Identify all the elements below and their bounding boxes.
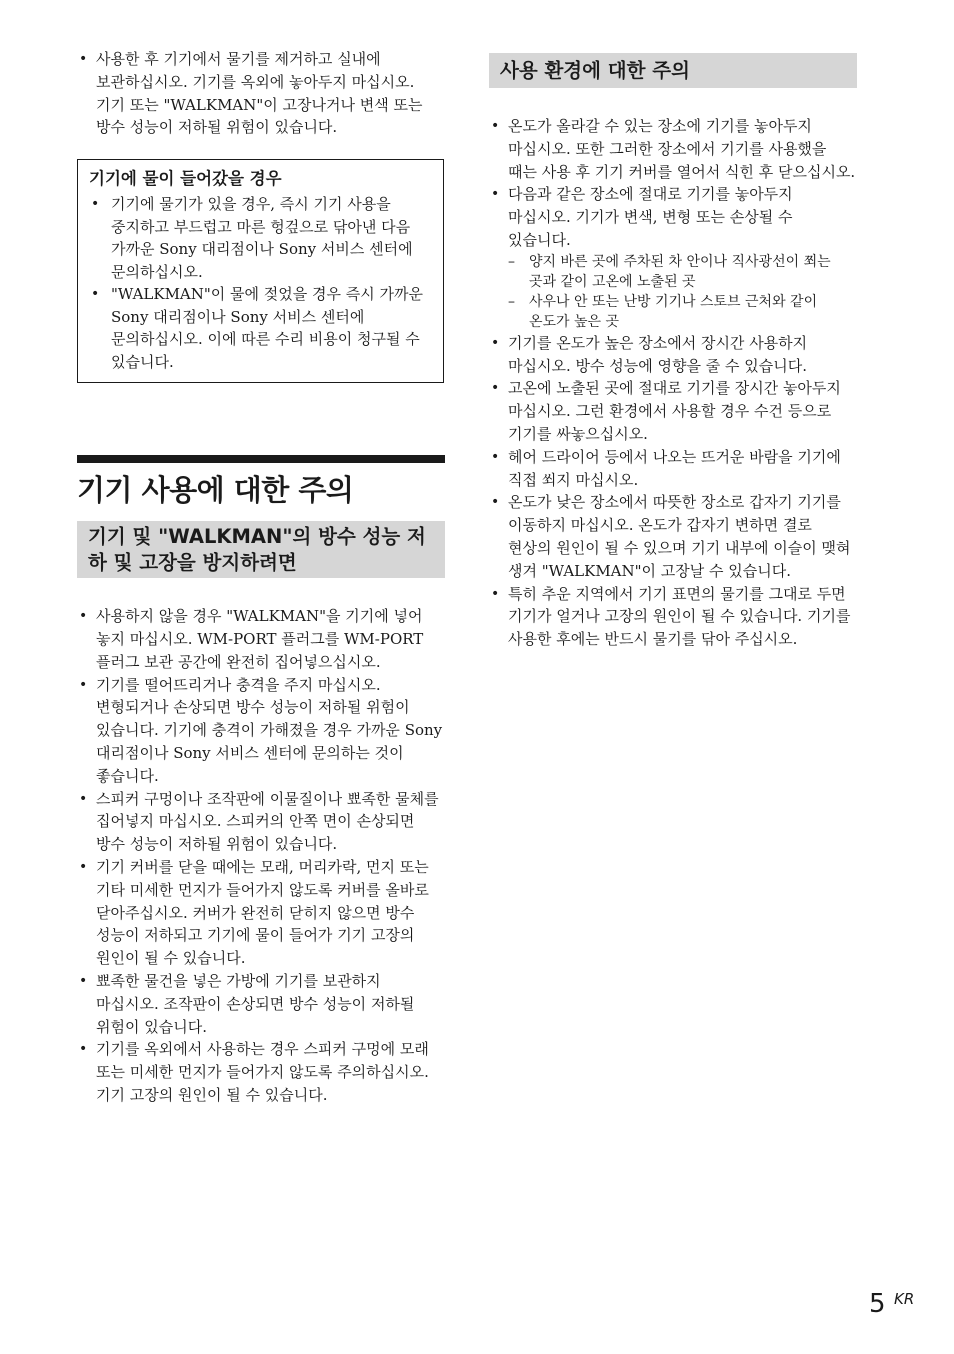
- list-item: • 온도가 올라갈 수 있는 장소에 기기를 놓아두지 마십시오. 또한 그러한 장소에서 기기를 사용했을 때는 사용 후 기기 커버를 열어서 식힌 후 닫으십시오.: [489, 115, 857, 183]
- water-warning-box: [77, 159, 444, 383]
- sub-list-item: – 사우나 안 또는 난방 기기나 스토브 근처와 같이 온도가 높은 곳: [489, 292, 857, 332]
- usage-bullet-list: [77, 605, 445, 1107]
- list-item: • 기기를 온도가 높은 장소에서 장시간 사용하지 마십시오. 방수 성능에 영향을 줄 수 있습니다.: [489, 332, 857, 378]
- page-number: 5: [869, 1289, 886, 1319]
- list-item: • 사용한 후 기기에서 물기를 제거하고 실내에 보관하십시오. 기기를 옥외에 놓아두지 마십시오. 기기 또는 "WALKMAN"이 고장나거나 변색 또는 방수 성능이 저하될 위험이 있습니다.: [77, 48, 445, 139]
- list-item: • 기기에 물기가 있을 경우, 즉시 기기 사용을 중지하고 부드럽고 마른 헝겊으로 닦아낸 다음 가까운 Sony 대리점이나 Sony 서비스 센터에 문의하십시오.: [89, 193, 433, 283]
- list-item: • "WALKMAN"이 물에 젖었을 경우 즉시 가까운 Sony 대리점이나 Sony 서비스 센터에 문의하십시오. 이에 따른 수리 비용이 청구될 수 있습니다.: [89, 283, 433, 373]
- list-item: • 특히 추운 지역에서 기기 표면의 물기를 그대로 두면 기기가 얼거나 고장의 원인이 될 수 있습니다. 기기를 사용한 후에는 반드시 물기를 닦아 주십시오.: [489, 583, 857, 651]
- list-item: • 기기 커버를 닫을 때에는 모래, 머리카락, 먼지 또는 기타 미세한 먼지가 들어가지 않도록 커버를 올바로 닫아주십시오. 커버가 완전히 닫히지 않으면 방수 성능이 저하되고 기기에 물이 들어가 기기 고장의 원인이 될 수 있습니다.: [77, 856, 445, 970]
- environment-section-heading: 사용 환경에 대한 주의: [489, 53, 857, 88]
- list-item: • 헤어 드라이어 등에서 나오는 뜨거운 바람을 기기에 직접 쐬지 마십시오.: [489, 446, 857, 492]
- page-language-code: KR: [894, 1290, 915, 1308]
- intro-bullet-list: [77, 48, 445, 139]
- list-item: • 뾰족한 물건을 넣은 가방에 기기를 보관하지 마십시오. 조작판이 손상되면 방수 성능이 저하될 위험이 있습니다.: [77, 970, 445, 1038]
- warning-bullet-list: [89, 193, 433, 373]
- sub-list: [489, 252, 857, 332]
- list-item: • 기기를 떨어뜨리거나 충격을 주지 마십시오. 변형되거나 손상되면 방수 성능이 저하될 위험이 있습니다. 기기에 충격이 가해졌을 경우 가까운 Sony 대리점이나 Sony 서비스 센터에 문의하는 것이 좋습니다.: [77, 674, 445, 788]
- right-column: [489, 53, 857, 651]
- sub-list-item: – 양지 바른 곳에 주차된 차 안이나 직사광선이 쬐는 곳과 같이 고온에 노출된 곳: [489, 252, 857, 292]
- subsection-heading: 기기 및 "WALKMAN"의 방수 성능 저하 및 고장을 방지하려면: [77, 521, 445, 578]
- warning-box-title: 기기에 물이 들어갔을 경우: [89, 169, 282, 189]
- list-item: • 사용하지 않을 경우 "WALKMAN"을 기기에 넣어 놓지 마십시오. WM-PORT 플러그를 WM-PORT 플러그 보관 공간에 완전히 집어넣으십시오.: [77, 605, 445, 673]
- section-title: 기기 사용에 대한 주의: [77, 473, 354, 508]
- left-column: [77, 48, 445, 1107]
- section-rule: [77, 455, 445, 463]
- environment-bullet-list: [489, 115, 857, 651]
- list-item-text: 다음과 같은 장소에 절대로 기기를 놓아두지 마십시오. 기기가 변색, 변형 또는 손상될 수 있습니다.: [508, 185, 793, 249]
- list-item: • 온도가 낮은 장소에서 따뜻한 장소로 갑자기 기기를 이동하지 마십시오. 온도가 갑자기 변하면 결로 현상의 원인이 될 수 있으며 기기 내부에 이슬이 맺혀 생겨 "WALKMAN"이 고장날 수 있습니다.: [489, 491, 857, 582]
- list-item: • 스피커 구멍이나 조작판에 이물질이나 뾰족한 물체를 집어넣지 마십시오. 스피커의 안쪽 면이 손상되면 방수 성능이 저하될 위험이 있습니다.: [77, 788, 445, 856]
- list-item: [489, 183, 857, 331]
- list-item: • 고온에 노출된 곳에 절대로 기기를 장시간 놓아두지 마십시오. 그런 환경에서 사용할 경우 수건 등으로 기기를 싸놓으십시오.: [489, 377, 857, 445]
- list-item: • 기기를 옥외에서 사용하는 경우 스피커 구멍에 모래 또는 미세한 먼지가 들어가지 않도록 주의하십시오. 기기 고장의 원인이 될 수 있습니다.: [77, 1038, 445, 1106]
